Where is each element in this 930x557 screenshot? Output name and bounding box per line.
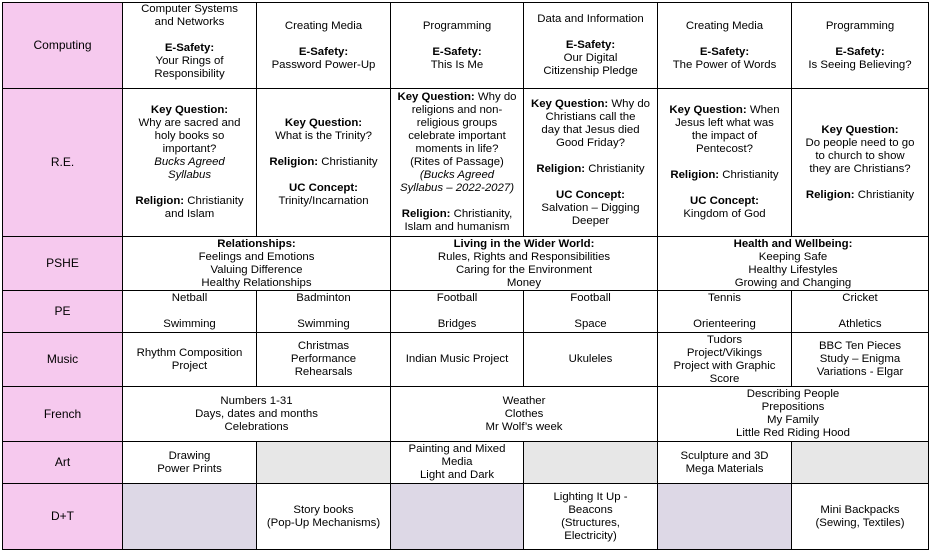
art-unit: Power Prints	[157, 462, 222, 475]
key-question-text: celebrate important	[408, 130, 506, 142]
religion-value: Christianity	[722, 169, 779, 181]
key-question-text: Why do	[477, 91, 517, 103]
subject-pe: PE	[3, 291, 123, 333]
computing-cell	[658, 3, 792, 89]
music-cell	[792, 333, 929, 387]
art-unit: Sculpture and 3D	[680, 449, 769, 462]
re-cell	[257, 89, 391, 237]
religion-line	[125, 195, 254, 208]
syllabus-note: Bucks Agreed	[154, 156, 225, 168]
pe-activity: Football	[436, 292, 478, 304]
music-unit: Christmas	[297, 340, 350, 352]
key-question-text: Jesus left what was	[675, 117, 774, 129]
syllabus-note: (Bucks Agreed	[419, 169, 495, 181]
music-unit: Project	[171, 359, 208, 372]
key-question-text: Christians call the	[545, 110, 636, 123]
key-question-text: When	[749, 104, 780, 116]
unit-title: Computer Systems	[141, 3, 238, 15]
uc-concept-label: UC Concept:	[690, 195, 759, 207]
religion-value: Christianity	[588, 162, 645, 175]
esafety-topic: Citizenship Pledge	[543, 65, 638, 77]
french-topic: Days, dates and months	[195, 407, 318, 420]
dt-cell	[257, 484, 391, 550]
key-question-label: Key Question:	[530, 97, 609, 110]
pe-activity: Athletics	[838, 318, 882, 330]
french-topic: Weather	[502, 394, 546, 407]
religion-line	[259, 156, 388, 169]
key-question-text: holy books so	[154, 130, 225, 142]
uc-concept-value: Salvation – Digging	[541, 201, 640, 214]
empty-cell	[391, 484, 524, 550]
curriculum-table	[2, 2, 929, 550]
religion-line	[526, 163, 655, 176]
religion-line	[660, 169, 789, 182]
subject-dt: D+T	[3, 484, 123, 550]
pe-activity: Tennis	[708, 292, 741, 304]
pe-cell	[391, 291, 524, 333]
pshe-heading: Relationships:	[217, 237, 296, 250]
french-topic: Mr Wolf’s week	[485, 420, 563, 433]
key-question-text: moments in life?	[415, 143, 499, 155]
key-question-text: Do people need to go	[805, 136, 915, 149]
pe-activity: Swimming	[297, 318, 350, 330]
unit-title: and Networks	[154, 16, 225, 28]
french-row	[3, 387, 929, 442]
music-cell	[524, 333, 658, 387]
pe-row	[3, 291, 929, 333]
pshe-item: Feelings and Emotions	[198, 250, 315, 263]
pe-activity: Netball	[171, 292, 208, 304]
esafety-topic: Our Digital	[563, 52, 618, 64]
religion-line	[794, 189, 926, 202]
pe-activity: Football	[570, 292, 611, 304]
pe-cell	[123, 291, 257, 333]
computing-cell	[391, 3, 524, 89]
re-cell	[123, 89, 257, 237]
art-cell	[658, 442, 792, 484]
key-question-text: What is the Trinity?	[275, 130, 372, 142]
french-cell	[658, 387, 929, 442]
pe-activity: Space	[574, 318, 607, 330]
key-question-text: they are Christians?	[809, 162, 911, 175]
key-question-label: Key Question:	[150, 104, 229, 116]
dt-unit: Lighting It Up -	[553, 490, 628, 503]
subject-art: Art	[3, 442, 123, 484]
pe-activity: Swimming	[163, 318, 216, 330]
music-cell	[123, 333, 257, 387]
key-question-text: religious groups	[416, 117, 498, 129]
pe-activity: Badminton	[296, 292, 351, 304]
religion-label: Religion:	[401, 208, 451, 220]
empty-cell	[257, 442, 391, 484]
music-cell	[391, 333, 524, 387]
music-row	[3, 333, 929, 387]
religion-value: and Islam	[164, 208, 215, 220]
pshe-item: Caring for the Environment	[455, 263, 593, 276]
key-question-line	[393, 91, 521, 104]
french-topic: Prepositions	[761, 401, 825, 413]
empty-cell	[792, 442, 929, 484]
esafety-label: E-Safety:	[298, 45, 349, 58]
french-topic: Numbers 1-31	[220, 394, 293, 407]
religion-label: Religion:	[269, 156, 319, 168]
french-cell	[391, 387, 658, 442]
music-unit: Performance	[290, 353, 357, 365]
key-question-text: (Rites of Passage)	[410, 156, 504, 168]
esafety-label: E-Safety:	[699, 45, 750, 58]
dt-unit: Mini Backpacks	[820, 503, 900, 516]
pshe-item: Money	[506, 276, 542, 289]
empty-cell	[524, 442, 658, 484]
religion-value: Christianity	[187, 195, 244, 207]
dt-unit: Beacons	[568, 503, 613, 516]
uc-concept-value: Trinity/Incarnation	[278, 195, 369, 207]
key-question-text: religions and non-	[411, 104, 503, 116]
french-topic: Little Red Riding Hood	[736, 427, 850, 439]
dt-unit: (Pop-Up Mechanisms)	[266, 516, 381, 529]
music-unit: Rhythm Composition	[136, 346, 243, 359]
pshe-item: Rules, Rights and Responsibilities	[437, 250, 611, 263]
dt-unit: (Sewing, Textiles)	[815, 516, 905, 529]
key-question-text: Why do	[611, 97, 650, 110]
french-topic: Celebrations	[224, 420, 289, 433]
computing-cell	[123, 3, 257, 89]
music-unit: Ukuleles	[568, 353, 613, 365]
key-question-label: Key Question:	[821, 123, 899, 136]
key-question-text: important?	[162, 143, 217, 155]
empty-cell	[658, 484, 792, 550]
french-topic: Clothes	[504, 407, 544, 420]
art-unit: Drawing	[168, 449, 211, 462]
music-unit: Tudors	[706, 333, 743, 346]
uc-concept-value: Kingdom of God	[683, 208, 766, 220]
esafety-topic: Responsibility	[154, 68, 225, 80]
dt-unit: (Structures,	[561, 516, 620, 529]
subject-pshe: PSHE	[3, 237, 123, 291]
subject-music: Music	[3, 333, 123, 387]
key-question-label: Key Question:	[284, 117, 363, 129]
esafety-label: E-Safety:	[432, 45, 482, 58]
computing-cell	[792, 3, 929, 89]
re-cell	[391, 89, 524, 237]
dt-unit: Story books	[293, 503, 354, 516]
pe-cell	[524, 291, 658, 333]
dt-unit: Electricity)	[564, 529, 617, 542]
empty-cell	[123, 484, 257, 550]
religion-label: Religion:	[805, 188, 855, 201]
religion-line	[393, 208, 521, 221]
art-unit: Light and Dark	[419, 469, 495, 481]
unit-title: Data and Information	[537, 13, 644, 25]
pe-cell	[658, 291, 792, 333]
esafety-label: E-Safety:	[835, 45, 885, 58]
unit-title: Programming	[825, 19, 895, 32]
pshe-cell	[391, 237, 658, 291]
pshe-cell	[123, 237, 391, 291]
religion-label: Religion:	[536, 162, 586, 175]
religion-label: Religion:	[135, 195, 185, 207]
art-cell	[391, 442, 524, 484]
music-unit: Score	[709, 372, 740, 385]
esafety-label: E-Safety:	[565, 39, 616, 51]
key-question-label: Key Question:	[669, 104, 747, 116]
pe-activity: Cricket	[842, 292, 878, 304]
pe-cell	[257, 291, 391, 333]
re-cell	[792, 89, 929, 237]
pshe-item: Growing and Changing	[734, 276, 852, 289]
religion-value: Christianity	[857, 188, 915, 201]
computing-cell	[257, 3, 391, 89]
religion-value: Christianity	[321, 156, 378, 168]
religion-label: Religion:	[670, 169, 720, 181]
unit-title: Creating Media	[685, 19, 764, 32]
pe-cell	[792, 291, 929, 333]
key-question-text: to church to show	[815, 149, 905, 162]
pshe-item: Healthy Lifestyles	[748, 263, 838, 276]
pe-activity: Bridges	[437, 318, 477, 330]
pshe-heading: Living in the Wider World:	[453, 237, 595, 250]
key-question-line	[660, 104, 789, 117]
music-unit: Project with Graphic	[673, 359, 776, 372]
art-unit: Media	[441, 456, 473, 468]
syllabus-note: Syllabus	[167, 169, 212, 181]
re-cell	[524, 89, 658, 237]
art-row	[3, 442, 929, 484]
dt-cell	[524, 484, 658, 550]
music-unit: Rehearsals	[294, 366, 353, 378]
unit-title: Programming	[422, 19, 492, 32]
computing-cell	[524, 3, 658, 89]
music-unit: Indian Music Project	[405, 353, 509, 365]
music-cell	[658, 333, 792, 387]
dt-cell	[792, 484, 929, 550]
key-question-line	[526, 98, 655, 111]
art-cell	[123, 442, 257, 484]
music-unit: Variations - Elgar	[816, 366, 904, 378]
esafety-topic: Is Seeing Believing?	[808, 58, 912, 71]
uc-concept-value: Deeper	[571, 214, 610, 227]
key-question-text: Pentecost?	[696, 143, 753, 155]
music-unit: Project/Vikings	[686, 346, 763, 359]
esafety-label: E-Safety:	[164, 42, 215, 54]
pe-activity: Orienteering	[693, 318, 756, 330]
uc-concept-label: UC Concept:	[289, 182, 358, 194]
uc-concept-label: UC Concept:	[556, 188, 625, 201]
re-row	[3, 89, 929, 237]
key-question-text: Good Friday?	[555, 136, 625, 149]
computing-row	[3, 3, 929, 89]
art-unit: Painting and Mixed	[408, 443, 506, 455]
music-cell	[257, 333, 391, 387]
esafety-topic: Your Rings of	[155, 55, 224, 67]
pshe-item: Healthy Relationships	[201, 276, 312, 289]
music-unit: Study – Enigma	[819, 353, 901, 365]
re-cell	[658, 89, 792, 237]
key-question-text: day that Jesus died	[541, 123, 640, 136]
pshe-cell	[658, 237, 929, 291]
key-question-label: Key Question:	[397, 91, 475, 103]
pshe-heading: Health and Wellbeing:	[733, 237, 853, 250]
pshe-item: Keeping Safe	[758, 250, 828, 263]
pshe-row	[3, 237, 929, 291]
unit-title: Creating Media	[284, 19, 363, 32]
french-topic: Describing People	[746, 388, 840, 400]
pshe-item: Valuing Difference	[210, 263, 303, 276]
key-question-text: Why are sacred and	[138, 117, 241, 129]
french-cell	[123, 387, 391, 442]
syllabus-note: Syllabus – 2022-2027)	[400, 182, 514, 194]
subject-french: French	[3, 387, 123, 442]
esafety-topic: This Is Me	[430, 58, 484, 71]
esafety-topic: Password Power-Up	[271, 58, 376, 71]
subject-computing: Computing	[3, 3, 123, 89]
dt-row	[3, 484, 929, 550]
religion-value: Christianity,	[453, 208, 513, 220]
music-unit: BBC Ten Pieces	[818, 340, 902, 352]
french-topic: My Family	[767, 414, 819, 426]
religion-value: Islam and humanism	[404, 221, 510, 233]
key-question-text: the impact of	[691, 130, 758, 142]
subject-re: R.E.	[3, 89, 123, 237]
art-unit: Mega Materials	[685, 462, 764, 475]
esafety-topic: The Power of Words	[672, 58, 777, 71]
